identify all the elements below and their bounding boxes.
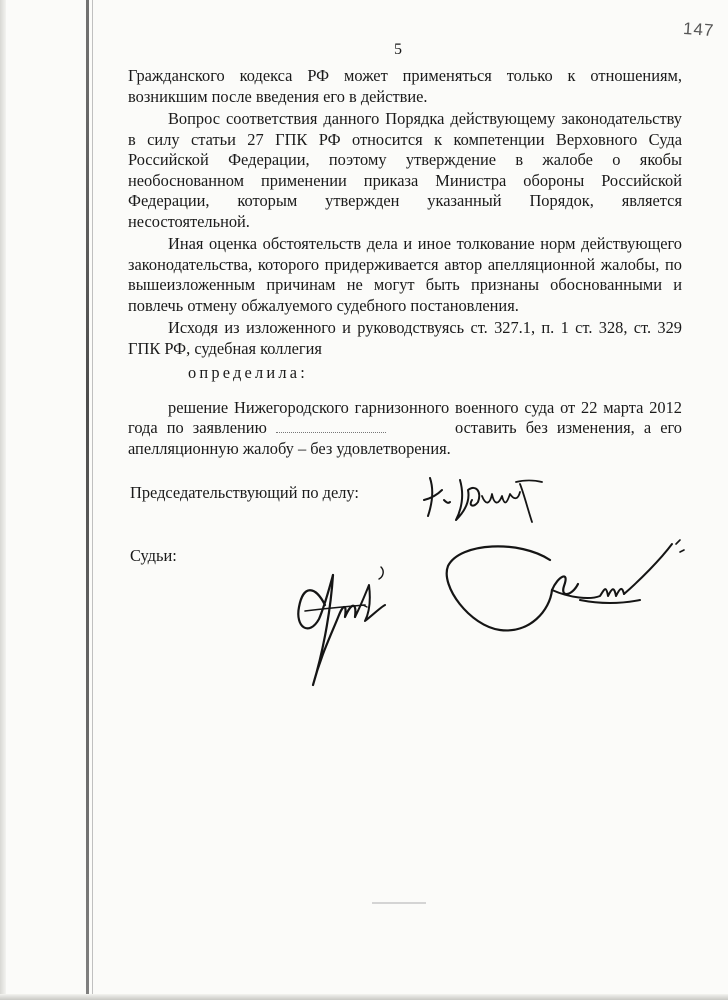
resolution-heading: определила: (188, 363, 308, 382)
binder-line-shadow (92, 0, 93, 1000)
paragraph-2: Вопрос соответствия данного Порядка действующему законодательству в силу статьи 27 ГПК РФ относится к компетенции Верховного Суда Российской Федерации, поэтому утверждение в жалобе о якобы необоснованном применении приказа Министра обороны Российской Федерации, которым утвержден указанный Порядок, является несостоятельной. (128, 109, 682, 231)
judge-2-signature (440, 530, 690, 640)
presiding-judge-signature (420, 470, 550, 530)
redacted-name-2 (386, 421, 446, 433)
decision-paragraph (128, 398, 682, 460)
judges-label: Судьи: (130, 546, 177, 565)
paragraph-1: Гражданского кодекса РФ может применяться только к отношениям, возникшим после введения его в действие. (128, 66, 682, 106)
document-body (128, 66, 682, 461)
paragraph-3: Иная оценка обстоятельств дела и иное толкование норм действующего законодательства, которого придерживается автор апелляционной жалобы, по вышеизложенным причинам не могут быть признаны обоснованными и повлечь отмену обжалуемого судебного постановления. (128, 234, 682, 315)
redacted-name (276, 420, 386, 433)
decision-text-end: оставить без изменения, а его апелляционную жалобу – без удовлетворения. (128, 418, 682, 458)
judge-1-signature (285, 545, 395, 695)
binder-line (86, 0, 89, 1000)
paragraph-4: Исходя из изложенного и руководствуясь ст. 327.1, п. 1 ст. 328, ст. 329 ГПК РФ, судебная коллегия (128, 318, 682, 358)
scan-left-edge (0, 0, 6, 1000)
scan-artifact (372, 902, 426, 904)
scan-bottom-edge (0, 994, 728, 1000)
page-number: 5 (394, 41, 402, 58)
decision-text-start: решение Нижегородского гарнизонного военного суда от 22 марта 2012 года по заявлению (128, 397, 682, 437)
presiding-judge-label: Председательствующий по делу: (130, 483, 359, 502)
handwritten-sheet-number: 147 (682, 18, 716, 41)
